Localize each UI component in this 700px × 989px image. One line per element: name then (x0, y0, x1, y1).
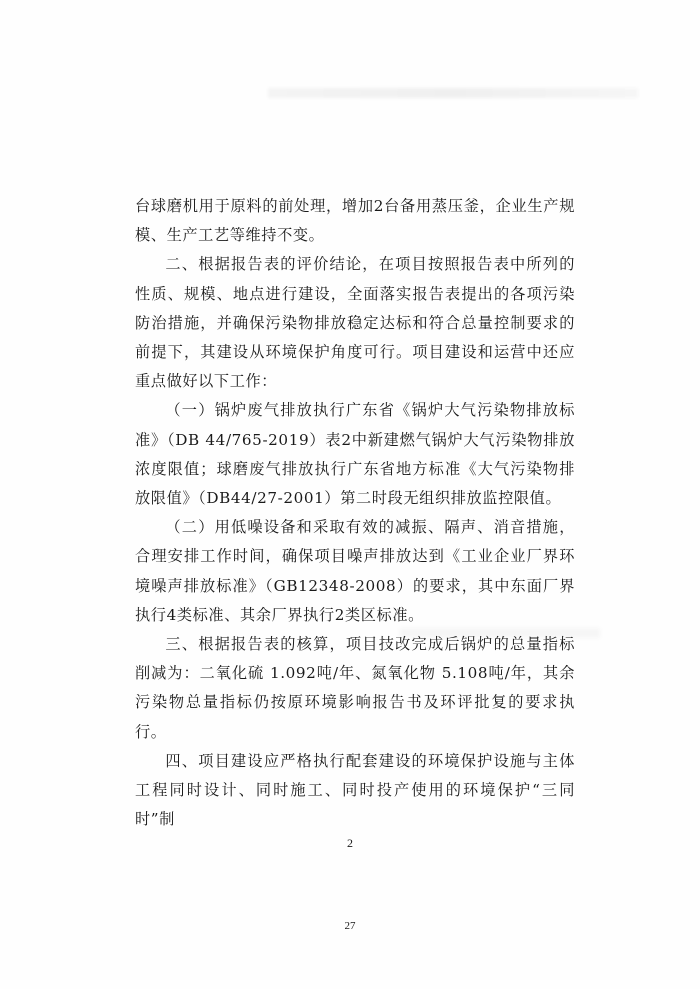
document-body (135, 192, 575, 834)
paragraph-item-2: （二）用低噪设备和采取有效的减振、隔声、消音措施，合理安排工作时间，确保项目噪声排放达到《工业企业厂界环境噪声排放标准》（GB12348-2008）的要求，其中东面厂界执行4类标准、其余厂界执行2类区标准。 (135, 518, 575, 624)
paragraph-item-1: （一）锅炉废气排放执行广东省《锅炉大气污染物排放标准》（DB 44/765-2019）表2中新建燃气锅炉大气污染物排放浓度限值；球磨废气排放执行广东省地方标准《大气污染物排放限值》（DB44/27-2001）第二时段无组织排放监控限值。 (135, 401, 575, 508)
paragraph-section-4: 四、项目建设应严格执行配套建设的环境保护设施与主体工程同时设计、同时施工、同时投产使用的环境保护“三同时”制 (135, 751, 575, 829)
bleed-through-mark (268, 88, 638, 98)
page-number: 2 (347, 836, 353, 850)
paragraph-continuation: 台球磨机用于原料的前处理，增加2台备用蒸压釜，企业生产规模、生产工艺等维持不变。 (135, 197, 575, 245)
paragraph-section-2: 二、根据报告表的评价结论，在项目按照报告表中所列的性质、规模、地点进行建设，全面落实报告表提出的各项污染防治措施，并确保污染物排放稳定达标和符合总量控制要求的前提下，其建设从环境保护角度可行。项目建设和运营中还应重点做好以下工作： (135, 255, 575, 391)
bundle-page-number: 27 (344, 920, 356, 932)
paragraph-section-3: 三、根据报告表的核算，项目技改完成后锅炉的总量指标削减为：二氧化硫 1.092吨/年、氮氧化物 5.108吨/年，其余污染物总量指标仍按原环境影响报告书及环评批复的要求执行。 (135, 635, 575, 741)
